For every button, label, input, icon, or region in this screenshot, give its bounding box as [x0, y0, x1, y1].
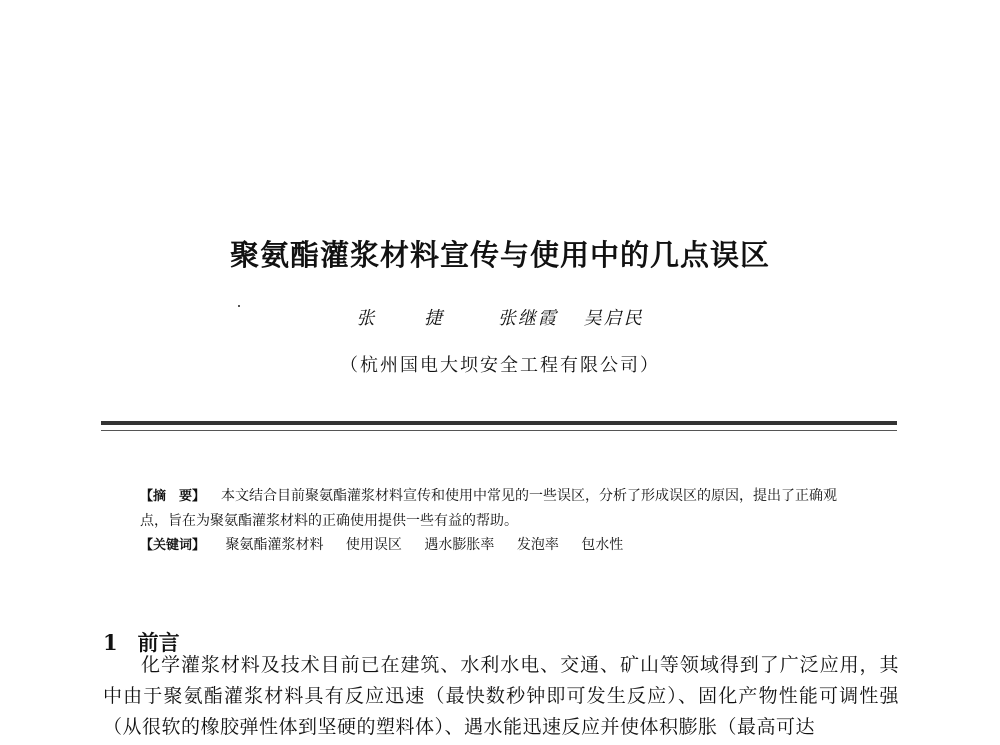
- author-name: 吴启民: [583, 308, 644, 329]
- keywords-label: 【关键词】: [140, 538, 206, 553]
- keyword: 发泡率: [516, 537, 559, 553]
- abstract-paragraph: [140, 484, 860, 533]
- keywords-paragraph: [140, 533, 860, 558]
- section-number: 1: [103, 630, 118, 656]
- author-name: 张 捷: [356, 308, 465, 329]
- author-name: 张继霞: [497, 308, 558, 329]
- header-divider-thick: [101, 421, 897, 425]
- keyword: 聚氨酯灌浆材料: [225, 537, 324, 553]
- section-title: 前言: [137, 630, 180, 656]
- header-divider-thin: [101, 430, 897, 431]
- affiliation: （杭州国电大坝安全工程有限公司）: [340, 355, 660, 376]
- keyword: 使用误区: [345, 537, 402, 553]
- author-list: [0, 304, 1000, 330]
- body-paragraph: 化学灌浆材料及技术目前已在建筑、水利水电、交通、矿山等领域得到了广泛应用，其中由于聚氨酯灌浆材料具有反应迅速（最快数秒钟即可发生反应）、固化产物性能可调性强（从很软的橡胶弹性体到坚硬的塑料体）、遇水能迅速反应并使体积膨胀（最高可达: [103, 654, 899, 738]
- abstract-label: 【摘 要】: [140, 489, 206, 504]
- abstract-block: [140, 484, 860, 558]
- paper-title: 聚氨酯灌浆材料宣传与使用中的几点误区: [229, 238, 770, 273]
- body-text: [103, 650, 899, 743]
- keyword: 包水性: [581, 537, 624, 553]
- abstract-text: 本文结合目前聚氨酯灌浆材料宣传和使用中常见的一些误区，分析了形成误区的原因，提出了正确观点，旨在为聚氨酯灌浆材料的正确使用提供一些有益的帮助。: [140, 488, 838, 529]
- keyword: 遇水膨胀率: [424, 537, 495, 553]
